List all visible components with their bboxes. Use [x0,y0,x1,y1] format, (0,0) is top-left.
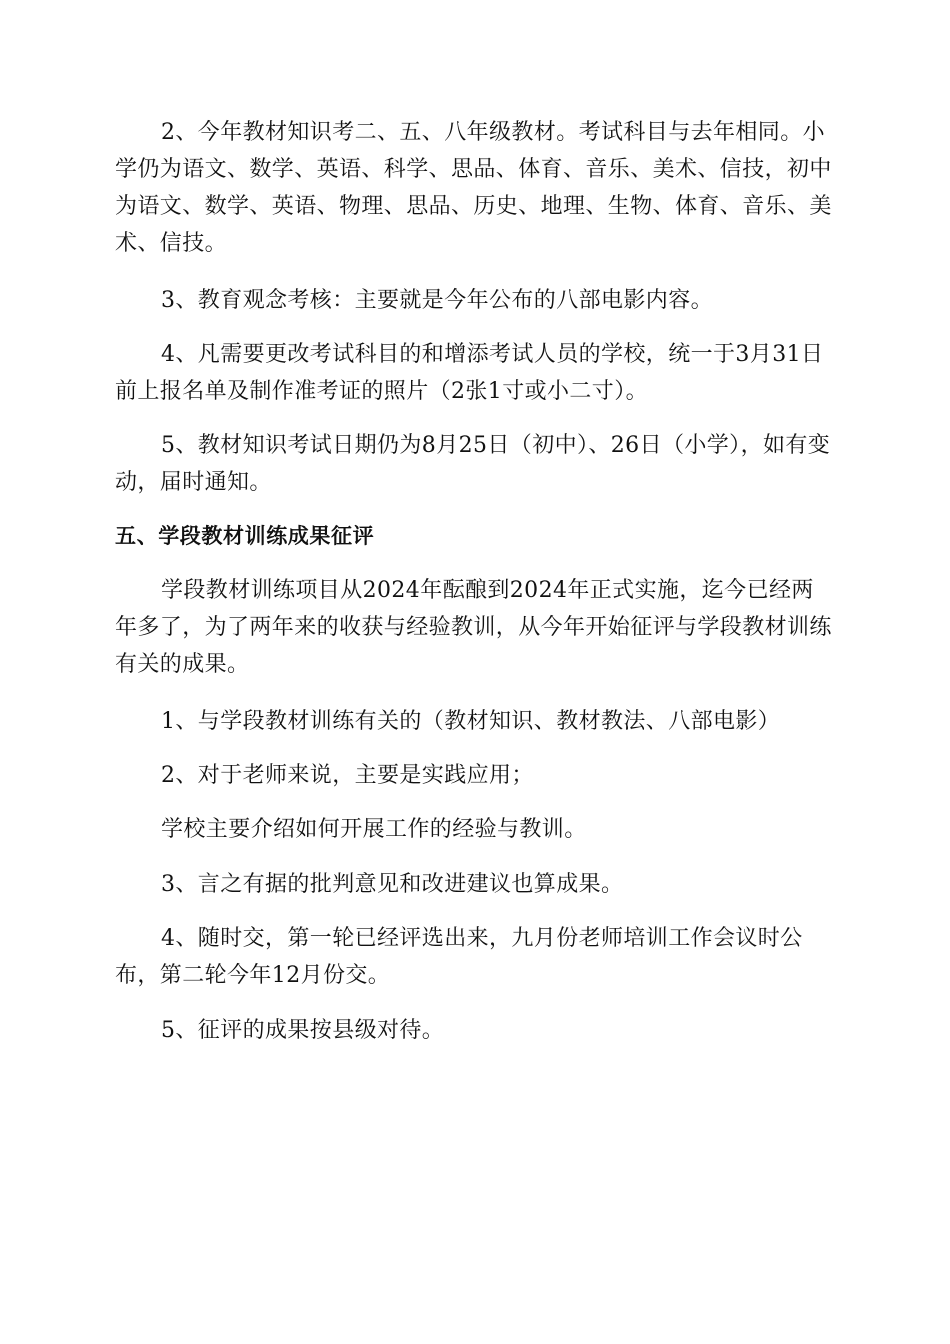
list-item-criticism-suggestions: 3、言之有据的批判意见和改进建议也算成果。 [161,872,624,897]
paragraph-exam-date: 5、教材知识考试日期仍为8月25日（初中）、26日（小学），如有变动，届时通知。 [115,433,831,495]
list-item-related-scope: 1、与学段教材训练有关的（教材知识、教材教法、八部电影） [161,709,781,734]
section-heading-achievement-evaluation: 五、学段教材训练成果征评 [115,524,375,548]
list-item-county-level: 5、征评的成果按县级对待。 [161,1018,445,1043]
paragraph-section5-intro: 学段教材训练项目从2024年酝酿到2024年正式实施，迄今已经两年多了，为了两年来的收获与经验教训，从今年开始征评与学段教材训练有关的成果。 [115,578,832,677]
paragraph-education-concept: 3、教育观念考核：主要就是今年公布的八部电影内容。 [161,288,713,313]
paragraph-registration-deadline: 4、凡需要更改考试科目的和增添考试人员的学校，统一于3月31日前上报名单及制作准考证的照片（2张1寸或小二寸）。 [115,342,824,404]
list-item-teachers-practice: 2、对于老师来说，主要是实践应用； [161,763,534,788]
paragraph-exam-subjects: 2、今年教材知识考二、五、八年级教材。考试科目与去年相同。小学仍为语文、数学、英语、科学、思品、体育、音乐、美术、信技，初中为语文、数学、英语、物理、思品、历史、地理、生物、体育、音乐、美术、信技。 [115,120,832,256]
list-item-submission-rounds: 4、随时交，第一轮已经评选出来，九月份老师培训工作会议时公布，第二轮今年12月份交。 [115,926,803,988]
list-item-school-experience: 学校主要介绍如何开展工作的经验与教训。 [161,817,587,842]
